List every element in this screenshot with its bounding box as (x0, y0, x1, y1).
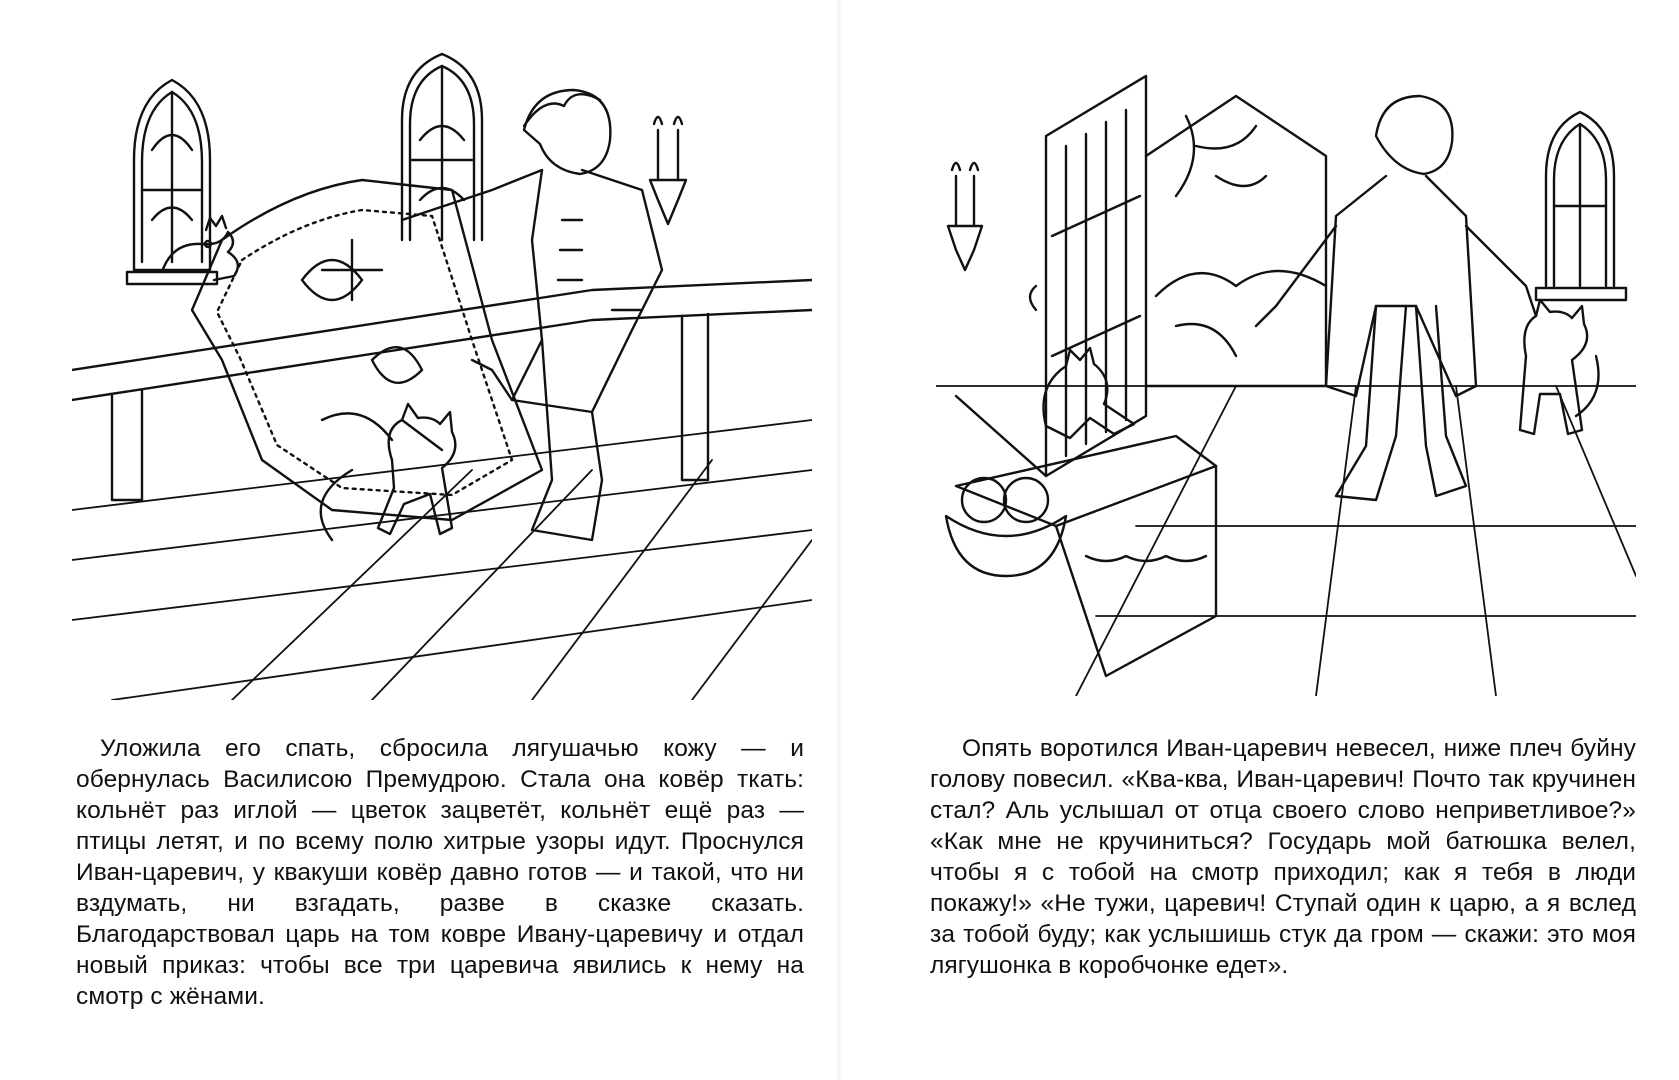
left-illustration (72, 40, 812, 700)
fruit-bowl-drawing (946, 478, 1066, 576)
door-drawing (1030, 76, 1146, 476)
doorway-landscape-drawing (1146, 96, 1326, 386)
left-story-paragraph: Уложила его спать, сбросила лягушачью кожу — и обернулась Василисою Премудрою. Стала она ковёр ткать: кольнёт раз иглой — цветок зацветёт, кольнёт ещё раз — птицы летят, и по всему полю хитрые узоры идут. Проснулся Иван-царевич, у квакуши ковёр давно готов — и такой, что ни вздумать, ни взгадать, разве в сказке сказать. Благодарствовал царь на том ковре Ивану-царевичу и отдал новый приказ: чтобы все три царевича явились к нему на смотр с жёнами. (76, 735, 804, 1010)
right-illustration (936, 56, 1636, 696)
floor-drawing (72, 420, 812, 700)
candle-sconce-drawing (650, 117, 686, 224)
window-right-drawing (1536, 112, 1626, 300)
candle-sconce-drawing (948, 163, 982, 270)
cat-drawing (1520, 300, 1599, 434)
carpet-drawing (192, 180, 542, 520)
right-page (840, 0, 1679, 1080)
prince-drawing (1256, 96, 1536, 500)
right-story-paragraph: Опять воротился Иван-царевич невесел, ниже плеч буйну голову повесил. «Ква-ква, Иван-царевич! Почто так кручинен стал? Аль услышал от отца своего слово неприветливое?» «Как мне не кручиниться? Государь мой батюшка велел, чтобы я с тобой на смотр приходил; как я тебя в люди покажу!» «Не тужи, царевич! Ступай один к царю, а я вслед за тобой буду; как услышишь стук да гром — скажи: это моя лягушонка в коробчонке едет». (930, 735, 1636, 979)
table-drawing (956, 436, 1216, 676)
window-center-drawing (402, 54, 482, 240)
